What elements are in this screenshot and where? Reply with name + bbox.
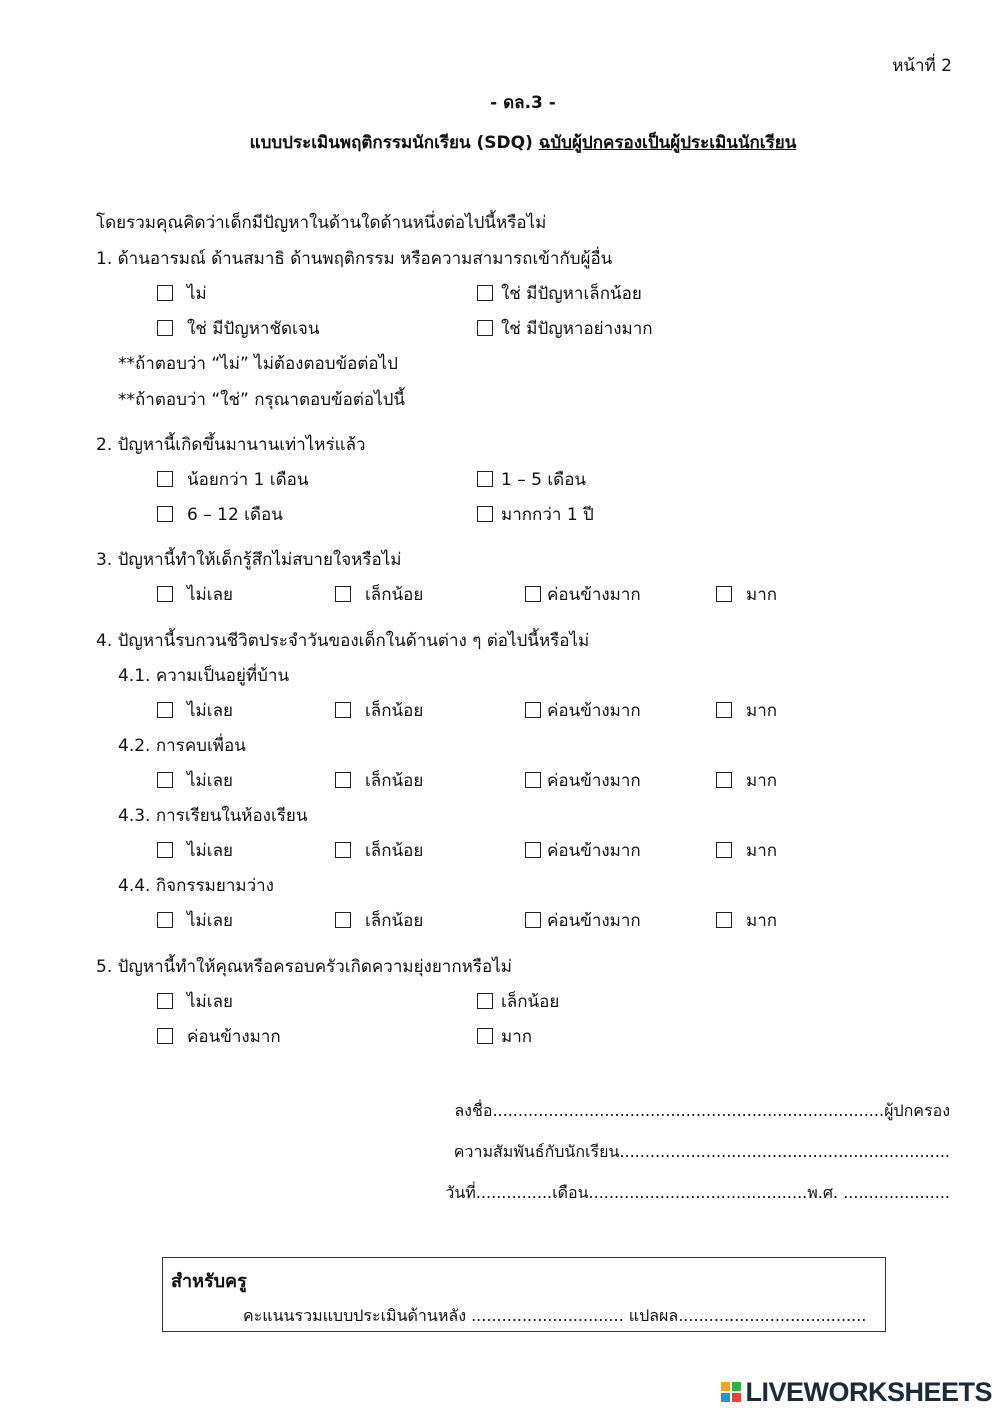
- title-main: แบบประเมินพฤติกรรมนักเรียน (SDQ): [249, 133, 539, 153]
- checkbox[interactable]: [716, 772, 732, 788]
- q1-option-1[interactable]: [157, 280, 207, 307]
- option-label: ค่อนข้างมาก: [547, 585, 641, 605]
- option-label: ไม่เลย: [187, 841, 233, 861]
- checkbox[interactable]: [716, 702, 732, 718]
- q4-1-option-3[interactable]: [525, 697, 641, 724]
- checkbox[interactable]: [157, 912, 173, 928]
- option-label: มาก: [746, 841, 778, 861]
- option-label: มาก: [746, 911, 778, 931]
- checkbox[interactable]: [335, 842, 351, 858]
- teacher-score-row[interactable]: คะแนนรวมแบบประเมินด้านหลัง .............................. แปลผล.....................................: [243, 1306, 867, 1325]
- checkbox[interactable]: [335, 702, 351, 718]
- q4-1-option-1[interactable]: [157, 697, 233, 724]
- option-label: น้อยกว่า 1 เดือน: [187, 470, 309, 490]
- q5-text: 5. ปัญหานี้ทำให้คุณหรือครอบครัวเกิดความยุ่งยากหรือไม่: [96, 957, 512, 977]
- q4-3-option-3[interactable]: [525, 837, 641, 864]
- option-label: ใช่ มีปัญหาอย่างมาก: [501, 319, 653, 339]
- checkbox[interactable]: [525, 842, 541, 858]
- teacher-section-title: สำหรับครู: [171, 1271, 247, 1292]
- date-line[interactable]: วันที่...............เดือน...........................................พ.ศ. .....................: [445, 1183, 950, 1202]
- q4-2-text: 4.2. การคบเพื่อน: [118, 736, 246, 756]
- checkbox[interactable]: [525, 586, 541, 602]
- q1-option-2[interactable]: [477, 280, 642, 307]
- page-title: [0, 129, 1000, 156]
- checkbox[interactable]: [157, 506, 173, 522]
- option-label: ค่อนข้างมาก: [547, 701, 641, 721]
- option-label: เล็กน้อย: [365, 701, 424, 721]
- logo-cube: [721, 1393, 730, 1402]
- relationship-line[interactable]: ความสัมพันธ์กับนักเรียน.................................................................: [453, 1142, 950, 1161]
- q3-option-3[interactable]: [525, 581, 641, 608]
- checkbox[interactable]: [157, 842, 173, 858]
- q4-4-option-4[interactable]: [716, 907, 777, 934]
- q2-option-4[interactable]: [477, 501, 594, 528]
- checkbox[interactable]: [335, 912, 351, 928]
- q4-1-option-2[interactable]: [335, 697, 423, 724]
- logo-text: LIVEWORKSHEETS: [745, 1376, 992, 1407]
- form-code: - ดล.3 -: [490, 93, 556, 113]
- q1-text: 1. ด้านอารมณ์ ด้านสมาธิ ด้านพฤติกรรม หรือความสามารถเข้ากับผู้อื่น: [96, 249, 613, 269]
- option-label: เล็กน้อย: [365, 911, 424, 931]
- option-label: เล็กน้อย: [365, 771, 424, 791]
- teacher-section: [162, 1257, 886, 1332]
- option-label: มาก: [501, 1027, 533, 1047]
- option-label: ไม่: [187, 284, 207, 304]
- option-label: ไม่เลย: [187, 701, 233, 721]
- checkbox[interactable]: [157, 320, 173, 336]
- q2-option-2[interactable]: [477, 466, 586, 493]
- logo-cube: [721, 1382, 730, 1391]
- q4-4-option-2[interactable]: [335, 907, 423, 934]
- q4-3-text: 4.3. การเรียนในห้องเรียน: [118, 806, 308, 826]
- option-label: ไม่เลย: [187, 911, 233, 931]
- checkbox[interactable]: [525, 702, 541, 718]
- option-label: เล็กน้อย: [365, 841, 424, 861]
- q4-2-option-1[interactable]: [157, 767, 233, 794]
- checkbox[interactable]: [716, 912, 732, 928]
- checkbox[interactable]: [477, 471, 493, 487]
- option-label: ค่อนข้างมาก: [547, 771, 641, 791]
- option-label: ไม่เลย: [187, 585, 233, 605]
- checkbox[interactable]: [477, 285, 493, 301]
- option-label: ค่อนข้างมาก: [547, 911, 641, 931]
- checkbox[interactable]: [716, 842, 732, 858]
- option-label: ใช่ มีปัญหาชัดเจน: [187, 319, 320, 339]
- q3-option-2[interactable]: [335, 581, 423, 608]
- option-label: มาก: [746, 771, 778, 791]
- signature-line[interactable]: ลงชื่อ.............................................................................ผู้ปกครอง: [454, 1101, 950, 1120]
- liveworksheets-logo: [721, 1377, 992, 1407]
- q1-note-no: **ถ้าตอบว่า “ไม่” ไม่ต้องตอบข้อต่อไป: [118, 354, 398, 374]
- q4-1-text: 4.1. ความเป็นอยู่ที่บ้าน: [118, 666, 290, 686]
- q4-3-option-2[interactable]: [335, 837, 423, 864]
- q5-option-4[interactable]: [477, 1023, 532, 1050]
- checkbox[interactable]: [157, 772, 173, 788]
- option-label: เล็กน้อย: [365, 585, 424, 605]
- option-label: ค่อนข้างมาก: [187, 1027, 281, 1047]
- option-label: มากกว่า 1 ปี: [501, 505, 594, 525]
- checkbox[interactable]: [157, 471, 173, 487]
- q4-4-option-1[interactable]: [157, 907, 233, 934]
- checkbox[interactable]: [477, 320, 493, 336]
- q3-option-1[interactable]: [157, 581, 233, 608]
- q3-option-4[interactable]: [716, 581, 777, 608]
- q4-2-option-2[interactable]: [335, 767, 423, 794]
- logo-cubes-icon: [721, 1382, 741, 1402]
- option-label: มาก: [746, 701, 778, 721]
- title-underlined: ฉบับผู้ปกครองเป็นผู้ประเมินนักเรียน: [538, 133, 797, 153]
- checkbox[interactable]: [157, 285, 173, 301]
- checkbox[interactable]: [157, 1028, 173, 1044]
- q4-3-option-4[interactable]: [716, 837, 777, 864]
- q4-text: 4. ปัญหานี้รบกวนชีวิตประจำวันของเด็กในด้านต่าง ๆ ต่อไปนี้หรือไม่: [96, 631, 590, 651]
- checkbox[interactable]: [716, 586, 732, 602]
- intro-text: โดยรวมคุณคิดว่าเด็กมีปัญหาในด้านใดด้านหนึ่งต่อไปนี้หรือไม่: [96, 213, 547, 233]
- option-label: 6 – 12 เดือน: [187, 505, 283, 525]
- option-label: 1 – 5 เดือน: [501, 470, 587, 490]
- q4-2-option-3[interactable]: [525, 767, 641, 794]
- logo-cube: [732, 1382, 741, 1391]
- q2-text: 2. ปัญหานี้เกิดขึ้นมานานเท่าไหร่แล้ว: [96, 435, 366, 455]
- option-label: ไม่เลย: [187, 992, 233, 1012]
- checkbox[interactable]: [477, 1028, 493, 1044]
- option-label: มาก: [746, 585, 778, 605]
- q2-option-1[interactable]: [157, 466, 308, 493]
- q1-option-3[interactable]: [157, 315, 319, 342]
- logo-cube: [732, 1393, 741, 1402]
- q4-4-text: 4.4. กิจกรรมยามว่าง: [118, 876, 274, 896]
- checkbox[interactable]: [477, 506, 493, 522]
- checkbox[interactable]: [157, 586, 173, 602]
- q4-4-option-3[interactable]: [525, 907, 641, 934]
- checkbox[interactable]: [335, 586, 351, 602]
- q5-option-1[interactable]: [157, 988, 233, 1015]
- option-label: ใช่ มีปัญหาเล็กน้อย: [501, 284, 642, 304]
- q5-option-3[interactable]: [157, 1023, 281, 1050]
- q4-2-option-4[interactable]: [716, 767, 777, 794]
- option-label: ค่อนข้างมาก: [547, 841, 641, 861]
- q3-text: 3. ปัญหานี้ทำให้เด็กรู้สึกไม่สบายใจหรือไม่: [96, 550, 402, 570]
- option-label: ไม่เลย: [187, 771, 233, 791]
- page-number: หน้าที่ 2: [892, 56, 952, 76]
- option-label: เล็กน้อย: [501, 992, 560, 1012]
- q4-3-option-1[interactable]: [157, 837, 233, 864]
- q2-option-3[interactable]: [157, 501, 283, 528]
- checkbox[interactable]: [477, 993, 493, 1009]
- q5-option-2[interactable]: [477, 988, 559, 1015]
- q4-1-option-4[interactable]: [716, 697, 777, 724]
- checkbox[interactable]: [335, 772, 351, 788]
- checkbox[interactable]: [525, 912, 541, 928]
- q1-option-4[interactable]: [477, 315, 653, 342]
- q1-note-yes: **ถ้าตอบว่า “ใช่” กรุณาตอบข้อต่อไปนี้: [118, 390, 406, 410]
- checkbox[interactable]: [157, 993, 173, 1009]
- checkbox[interactable]: [525, 772, 541, 788]
- checkbox[interactable]: [157, 702, 173, 718]
